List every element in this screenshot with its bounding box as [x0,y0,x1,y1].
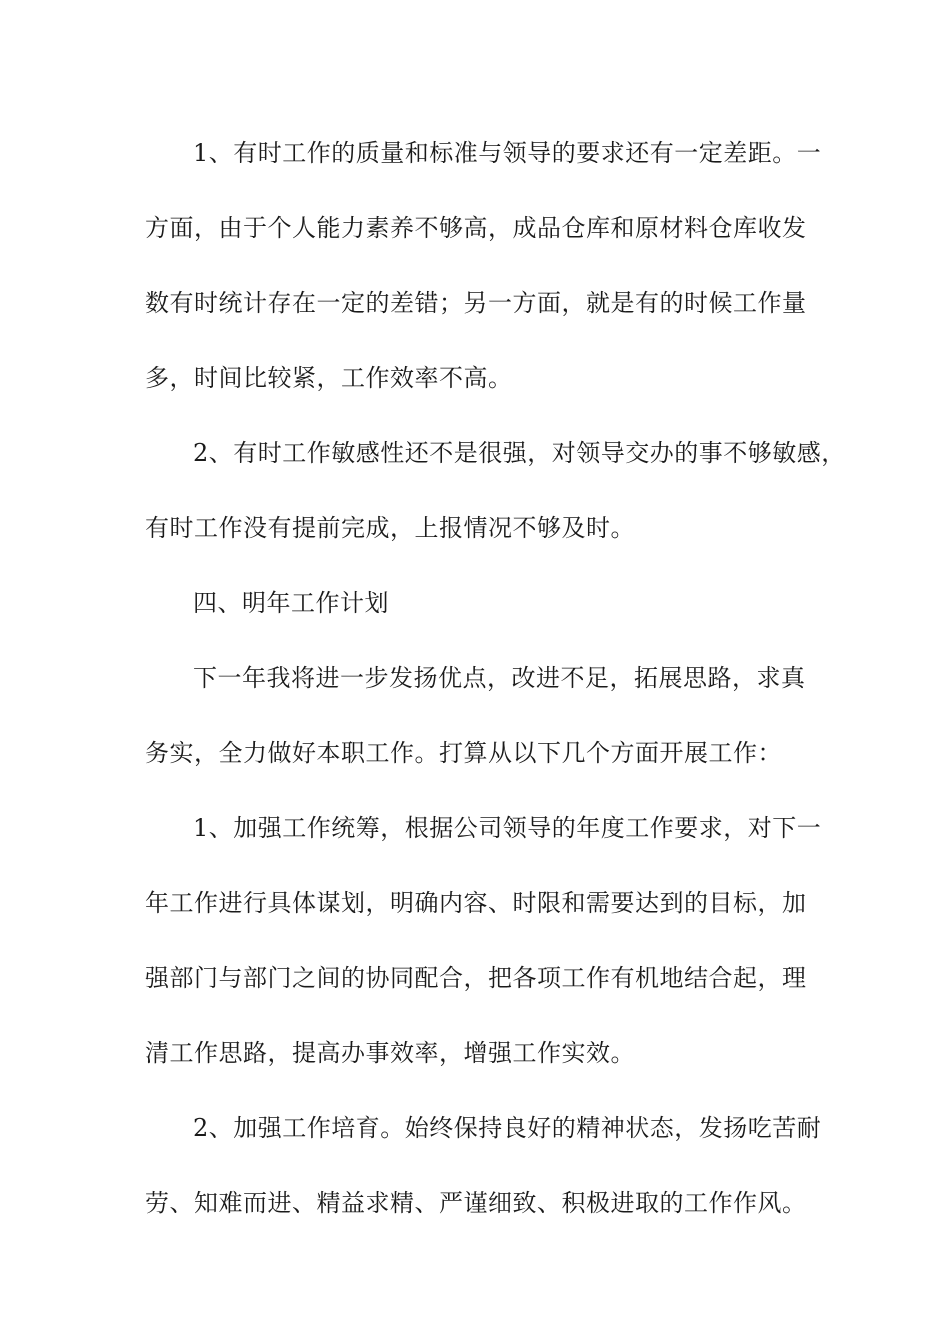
document-body [145,126,846,1251]
paragraph-line: 方面，由于个人能力素养不够高，成品仓库和原材料仓库收发 [145,214,807,242]
paragraph-line: 下一年我将进一步发扬优点，改进不足，拓展思路，求真 [193,664,806,692]
paragraph-line: 劳、知难而进、精益求精、严谨细致、积极进取的工作作风。 [145,1189,807,1217]
paragraph-line: 有时工作没有提前完成，上报情况不够及时。 [145,514,635,542]
paragraph-line: 2、有时工作敏感性还不是很强，对领导交办的事不够敏感， [193,439,846,467]
paragraph-line: 2、加强工作培育。始终保持良好的精神状态，发扬吃苦耐 [193,1114,822,1142]
paragraph-line: 年工作进行具体谋划，明确内容、时限和需要达到的目标，加 [145,889,807,917]
paragraph-line: 强部门与部门之间的协同配合，把各项工作有机地结合起，理 [145,964,807,992]
paragraph-line: 多，时间比较紧，工作效率不高。 [145,364,513,392]
paragraph-line: 清工作思路，提高办事效率，增强工作实效。 [145,1039,635,1067]
paragraph-line: 务实，全力做好本职工作。打算从以下几个方面开展工作： [145,739,782,767]
paragraph-line: 1、加强工作统筹，根据公司领导的年度工作要求，对下一 [193,814,822,842]
paragraph-line: 1、有时工作的质量和标准与领导的要求还有一定差距。一 [193,139,822,167]
section-heading: 四、明年工作计划 [193,589,389,617]
paragraph-line: 数有时统计存在一定的差错；另一方面，就是有的时候工作量 [145,289,807,317]
